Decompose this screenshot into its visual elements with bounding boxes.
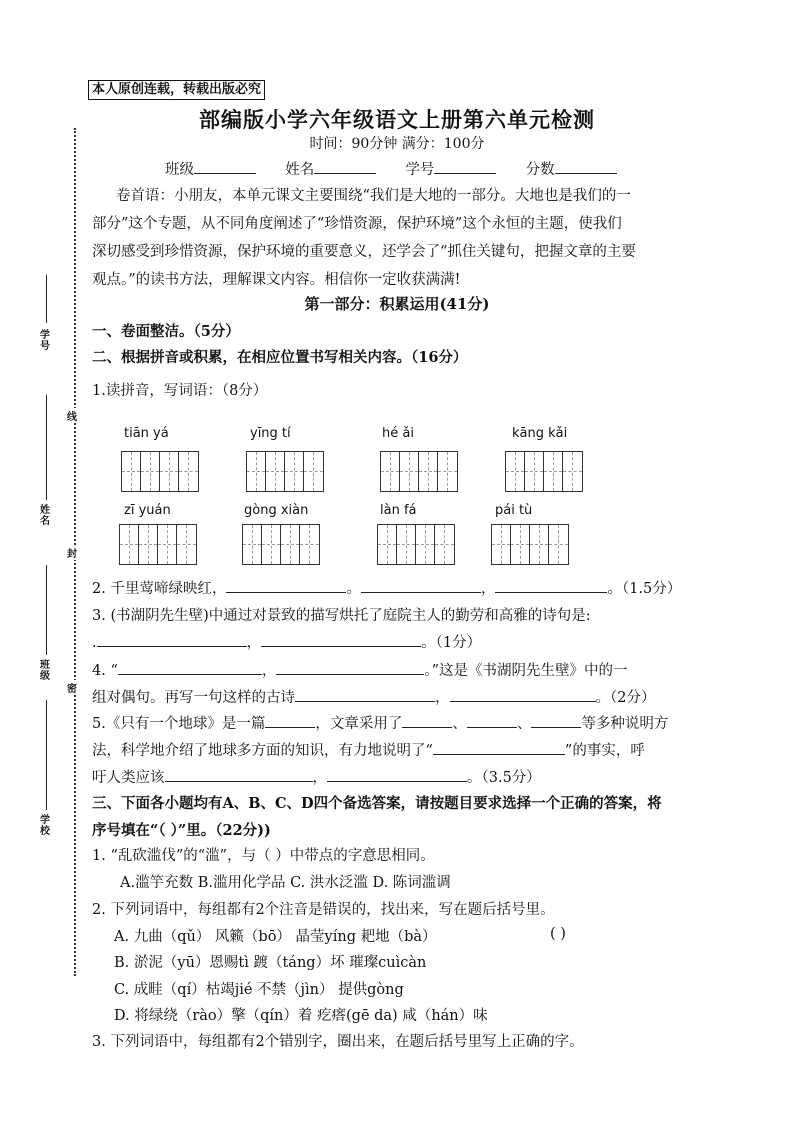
class-label: 班级 <box>165 162 194 178</box>
pinyin-gongxian: gòng xiàn <box>244 503 309 518</box>
score-label: 分数 <box>525 162 555 178</box>
write-box-8[interactable] <box>491 524 569 565</box>
part1-title: 第一部分：积累运用(41分) <box>304 295 490 313</box>
intro-line-2: 部分”这个专题，从不同角度阐述了“珍惜资源，保护环境”这个永恒的主题，使我们 <box>92 216 622 232</box>
q3-2-option-a: A. 九曲（qǔ） 风籁（bō） 晶莹yíng 耙地（bà） <box>114 929 437 945</box>
q2-4-blank-2[interactable] <box>276 661 424 675</box>
q2-3-blank-1[interactable] <box>97 633 247 647</box>
q2-4-line-1: 4. “ ， 。”这是《书湖阴先生壁》中的一 <box>92 663 628 679</box>
score-blank[interactable] <box>555 160 617 174</box>
pinyin-tianya: tiān yá <box>124 426 169 441</box>
pinyin-ziyuan: zī yuán <box>124 503 171 518</box>
name-label: 姓名 <box>285 162 315 178</box>
side-label-id: 学号 <box>40 330 50 352</box>
seal-seal-char: 封 <box>67 545 77 560</box>
write-box-2[interactable] <box>246 451 324 492</box>
q3-2-answer-paren[interactable]: ( ) <box>550 926 566 942</box>
write-box-6[interactable] <box>242 524 320 565</box>
q2-4-blank-3[interactable] <box>295 688 435 702</box>
q3-2-stem: 2. 下列词语中，每组都有2个注音是错误的，找出来，写在题后括号里。 <box>92 902 555 918</box>
student-info-row <box>165 160 617 180</box>
q2-5-line-3: 吁人类应该 ， 。（3.5分） <box>92 770 541 786</box>
class-blank[interactable] <box>194 160 256 174</box>
seal-line-char: 线 <box>67 408 77 423</box>
page-title: 部编版小学六年级语文上册第六单元检测 <box>199 107 595 132</box>
q3-1-stem: 1. “乱砍滥伐”的“滥”，与（ ）中带点的字意思相同。 <box>92 848 435 864</box>
q2-3-answer: . ， 。（1分） <box>92 635 482 651</box>
q2-heading: 二、根据拼音或积累，在相应位置书写相关内容。（16分） <box>92 349 468 366</box>
q2-5-blank-4[interactable] <box>531 714 581 728</box>
side-line-name <box>46 395 47 500</box>
side-label-class: 班级 <box>40 660 50 682</box>
q3-heading-2: 序号填在“（ ）”里。（22分)) <box>92 822 271 839</box>
q3-2-option-d: D. 将绿绕（rào）擎（qín）着 疙瘩(gē da) 咸（hán）味 <box>114 1008 488 1024</box>
side-line-school <box>46 700 47 810</box>
seal-secret-char: 密 <box>67 680 77 695</box>
q2-5-blank-6[interactable] <box>165 768 313 782</box>
q2-5-blank-3[interactable] <box>467 714 517 728</box>
side-label-school: 学校 <box>40 815 50 837</box>
q3-heading-1: 三、下面各小题均有A、B、C、D四个备选答案，请按题目要求选择一个正确的答案，将 <box>92 795 662 812</box>
q2-4-blank-4[interactable] <box>450 688 596 702</box>
write-box-7[interactable] <box>377 524 455 565</box>
side-line-class <box>46 565 47 655</box>
q3-3-stem: 3. 下列词语中，每组都有2个错别字，圈出来，在题后括号里写上正确的字。 <box>92 1034 584 1050</box>
q2-5-blank-1[interactable] <box>265 714 315 728</box>
q2-5-blank-2[interactable] <box>402 714 452 728</box>
q3-2-option-c: C. 成畦（qí）枯竭jié 不禁（jìn） 提供gòng <box>114 982 404 998</box>
name-blank[interactable] <box>314 160 376 174</box>
pinyin-paitu: pái tù <box>495 503 533 518</box>
intro-line-3: 深切感受到珍惜资源，保护环境的重要意义，还学会了“抓住关键句，把握文章的主要 <box>92 244 636 260</box>
q2-2: 2. 千里莺啼绿映红， 。 ， 。（1.5分） <box>92 581 682 597</box>
write-box-5[interactable] <box>119 524 197 565</box>
q2-2-blank-2[interactable] <box>361 579 481 593</box>
copyright-banner: 本人原创连载，转载出版必究 <box>88 80 265 100</box>
intro-line-1: 卷首语：小朋友，本单元课文主要围绕“我们是大地的一部分。大地也是我们的一 <box>116 188 631 204</box>
q2-5-line-1: 5.《只有一个地球》是一篇 ，文章采用了 、 、 等多种说明方 <box>92 716 669 732</box>
q2-4-line-2: 组对偶句。再写一句这样的古诗 ， 。（2分） <box>92 690 656 706</box>
q1-heading: 一、卷面整洁。（5分） <box>92 323 240 340</box>
q3-2-option-b: B. 淤泥（yū）恩赐tì 踱（táng）坏 璀璨cuìcàn <box>114 955 427 971</box>
q2-3-prompt: 3. (书湖阴先生壁)中通过对景致的描写烘托了庭院主人的勤劳和高雅的诗句是: <box>92 608 591 624</box>
q3-1-options: A.滥竽充数 B.滥用化学品 C. 洪水泛滥 D. 陈词滥调 <box>120 875 451 891</box>
q2-1-prompt: 1.读拼音，写词语：（8分） <box>92 383 268 399</box>
q2-2-blank-1[interactable] <box>226 579 346 593</box>
id-label: 学号 <box>405 162 435 178</box>
write-box-3[interactable] <box>380 451 458 492</box>
exam-subtitle: 时间：90分钟 满分：100分 <box>309 136 485 152</box>
q2-3-blank-2[interactable] <box>261 633 421 647</box>
write-box-1[interactable] <box>121 451 199 492</box>
side-label-name: 姓名 <box>40 505 50 527</box>
q2-2-blank-3[interactable] <box>495 579 607 593</box>
q2-4-blank-1[interactable] <box>118 661 262 675</box>
pinyin-yingti: yīng tí <box>250 426 291 441</box>
write-box-4[interactable] <box>505 451 583 492</box>
intro-line-4: 观点。”的读书方法，理解课文内容。相信你一定收获满满! <box>92 272 461 288</box>
q2-5-blank-7[interactable] <box>327 768 467 782</box>
pinyin-kangkai: kāng kǎi <box>512 426 568 441</box>
id-blank[interactable] <box>434 160 496 174</box>
q2-5-line-2: 法，科学地介绍了地球多方面的知识，有力地说明了“ ”的事实，呼 <box>92 743 645 759</box>
pinyin-heai: hé ǎi <box>382 426 414 441</box>
q2-5-blank-5[interactable] <box>433 741 565 755</box>
pinyin-lanfa: làn fá <box>380 503 417 518</box>
